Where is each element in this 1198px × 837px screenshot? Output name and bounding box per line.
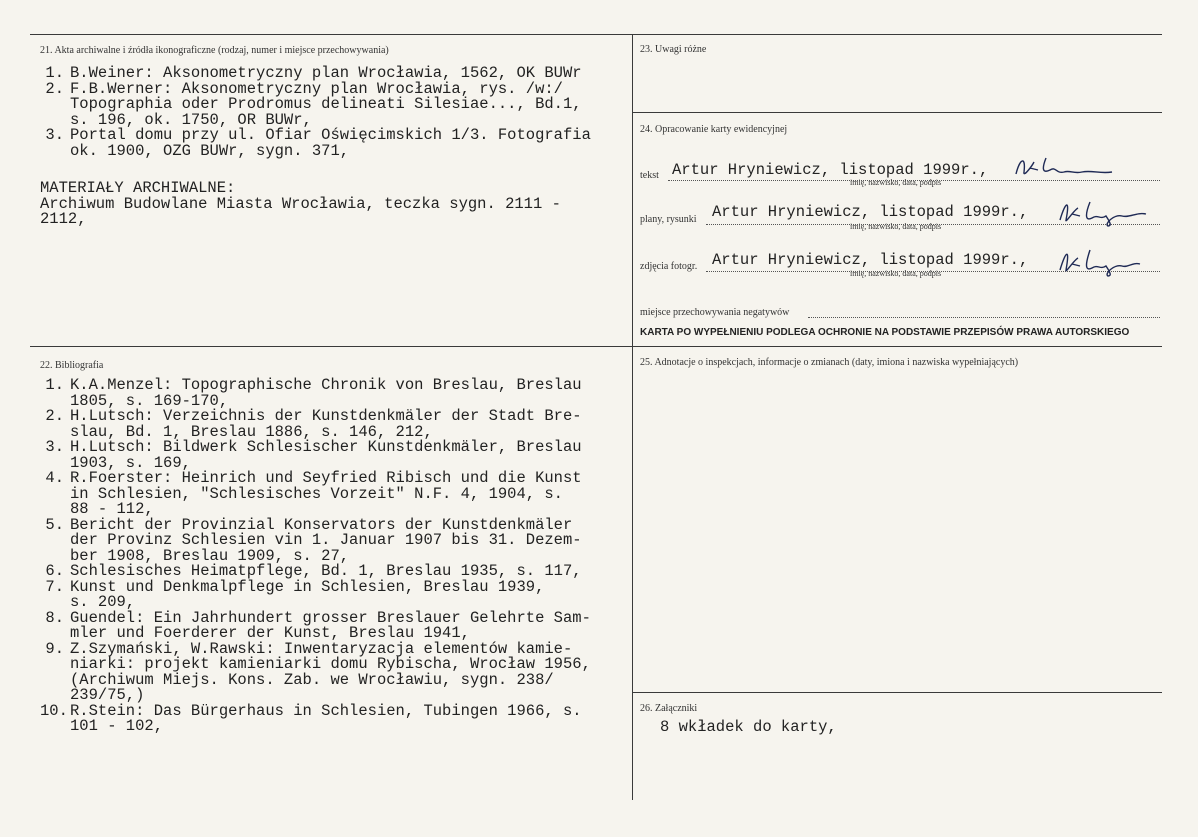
list-item: 5. Bericht der Provinzial Konservators der Kunstdenkmäler der Provinz Schlesien vin 1. Januar 1907 bis 31. Dezem- ber 1908, Breslau 1909, s. 27, bbox=[45, 515, 582, 565]
list-item: 8. Guendel: Ein Jahrhundert grosser Breslauer Gelehrte Sam- mler und Foerderer der Kunst, Breslau 1941, bbox=[45, 608, 591, 642]
negatives-line bbox=[808, 317, 1160, 318]
list-item: 7. Kunst und Denkmalpflege in Schlesien, Breslau 1939, s. 209, bbox=[45, 577, 545, 611]
negatives-label: miejsce przechowywania negatywów bbox=[640, 307, 790, 318]
list-item: 4. R.Foerster: Heinrich und Seyfried Ribisch und die Kunst in Schlesien, "Schlesisches Vorzeit" N.F. 4, 1904, s. 88 - 112, bbox=[45, 469, 582, 518]
signature-icon bbox=[1056, 196, 1156, 228]
list-item: 6. Schlesisches Heimatpflege, Bd. 1, Breslau 1935, s. 117, bbox=[45, 562, 582, 580]
source-list bbox=[40, 66, 630, 159]
section-23-label: 23. Uwagi różne bbox=[640, 44, 707, 55]
section-24-label: 24. Opracowanie karty ewidencyjnej bbox=[640, 124, 788, 135]
section-21-label: 21. Akta archiwalne i źródła ikonograficzne (rodzaj, numer i miejsce przechowywania) bbox=[40, 45, 389, 56]
list-item: 2. F.B.Werner: Aksonometryczny plan Wrocławia, rys. /w:/ Topographia oder Prodromus delineati Silesiae..., Bd.1, s. 196, ok. 1750, OR BUWr, bbox=[45, 79, 582, 129]
list-item: 10. R.Stein: Das Bürgerhaus in Schlesien, Tubingen 1966, s. 101 - 102, bbox=[40, 701, 582, 735]
drawings-author-label: plany, rysunki bbox=[640, 214, 697, 225]
section-22-content bbox=[40, 378, 632, 735]
divider-23-24 bbox=[633, 112, 1162, 113]
copyright-notice: KARTA PO WYPEŁNIENIU PODLEGA OCHRONIE NA PODSTAWIE PRZEPISÓW PRAWA AUTORSKIEGO bbox=[640, 327, 1130, 338]
archive-heading: MATERIAŁY ARCHIWALNE: bbox=[40, 179, 236, 197]
section-25-label: 25. Adnotacje o inspekcjach, informacje o zmianach (daty, imiona i nazwiska wypełniających) bbox=[640, 357, 1019, 368]
middle-divider bbox=[30, 346, 1162, 347]
list-item: 1. K.A.Menzel: Topographische Chronik von Breslau, Breslau 1805, s. 169-170, bbox=[45, 376, 582, 410]
text-author-caption: imię, nazwisko, data, podpis bbox=[850, 178, 942, 187]
archive-text: Archiwum Budowlane Miasta Wrocławia, teczka sygn. 2111 - 2112, bbox=[40, 194, 561, 228]
drawings-author-value: Artur Hryniewicz, listopad 1999r., bbox=[712, 203, 1029, 221]
photos-author-label: zdjęcia fotogr. bbox=[640, 261, 698, 272]
attachments-text: 8 wkładek do karty, bbox=[660, 718, 837, 736]
section-22-label: 22. Bibliografia bbox=[40, 360, 104, 371]
signature-icon bbox=[1056, 244, 1146, 278]
top-border bbox=[30, 34, 1162, 35]
section-21-content bbox=[40, 66, 630, 228]
list-item: 3. Portal domu przy ul. Ofiar Oświęcimskich 1/3. Fotografia ok. 1900, OZG BUWr, sygn. 371, bbox=[45, 126, 591, 160]
section-26-label: 26. Załączniki bbox=[640, 703, 698, 714]
divider-25-26 bbox=[633, 692, 1162, 693]
signature-icon bbox=[1012, 152, 1132, 180]
drawings-author-caption: imię, nazwisko, data, podpis bbox=[850, 222, 942, 231]
photos-author-caption: imię, nazwisko, data, podpis bbox=[850, 269, 942, 278]
list-item: 3. H.Lutsch: Bildwerk Schlesischer Kunstdenkmäler, Breslau 1903, s. 169, bbox=[45, 438, 582, 472]
bibliography-list bbox=[40, 378, 632, 735]
list-item: 9. Z.Szymański, W.Rawski: Inwentaryzacja elementów kamie- niarki: projekt kamieniarki domu Rybischa, Wrocław 1956, (Archiwum Miejs. Kons. Zab. we Wrocławiu, sygn. 238/ 239/75,) bbox=[45, 639, 591, 704]
list-item: 2. H.Lutsch: Verzeichnis der Kunstdenkmäler der Stadt Bre- slau, Bd. 1, Breslau 1886, s. 146, 212, bbox=[45, 407, 582, 441]
list-item: 1. B.Weiner: Aksonometryczny plan Wrocławia, 1562, OK BUWr bbox=[45, 64, 582, 82]
text-author-value: Artur Hryniewicz, listopad 1999r., bbox=[672, 161, 989, 179]
column-divider bbox=[632, 34, 633, 800]
text-author-label: tekst bbox=[640, 170, 659, 181]
photos-author-value: Artur Hryniewicz, listopad 1999r., bbox=[712, 251, 1029, 269]
